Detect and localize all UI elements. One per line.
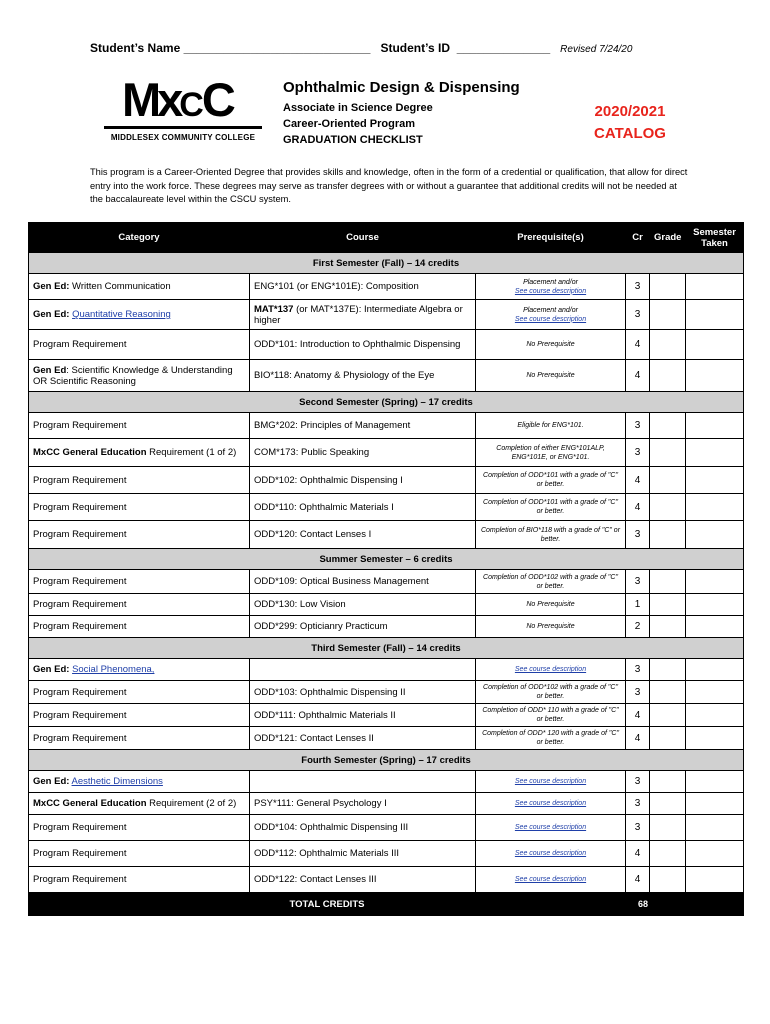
- program-type: Career-Oriented Program: [283, 118, 416, 130]
- graduation-checklist-table: [28, 222, 744, 916]
- credits-cell: 3: [626, 274, 650, 300]
- total-credits-label: TOTAL CREDITS: [29, 893, 626, 916]
- category-cell: [29, 570, 250, 594]
- course-cell: [250, 594, 476, 616]
- category-bold: MxCC General Education: [33, 447, 147, 458]
- course-row: [29, 659, 744, 681]
- semester-taken-cell[interactable]: [686, 727, 744, 750]
- course-row: [29, 793, 744, 815]
- semester-taken-cell[interactable]: [686, 659, 744, 681]
- prereq-cell: [476, 413, 626, 439]
- prereq-text: Completion of ODD* 110 with a grade of "C" or better.: [482, 707, 619, 723]
- mxcc-logo: [104, 73, 262, 146]
- semester-taken-cell[interactable]: [686, 867, 744, 893]
- semester-heading-row: [29, 638, 744, 659]
- credits-cell: 3: [626, 413, 650, 439]
- col-category: Category: [29, 223, 250, 253]
- catalog-year: 2020/2021: [594, 103, 666, 120]
- category-cell: [29, 841, 250, 867]
- course-description-link[interactable]: See course description: [514, 778, 587, 785]
- course-row: [29, 841, 744, 867]
- course-text: ODD*122: Contact Lenses III: [254, 874, 377, 885]
- grade-cell[interactable]: [650, 570, 686, 594]
- category-link[interactable]: Quantitative Reasoning: [72, 309, 171, 320]
- logo-mark-main: Mx: [122, 73, 180, 126]
- course-cell: [250, 681, 476, 704]
- grade-cell[interactable]: [650, 274, 686, 300]
- credits-cell: 4: [626, 467, 650, 494]
- logo-mark-sub: C: [179, 86, 202, 124]
- course-cell: [250, 616, 476, 638]
- semester-taken-cell[interactable]: [686, 841, 744, 867]
- course-cell: [250, 771, 476, 793]
- semester-title: Third Semester (Fall) – 14 credits: [29, 638, 744, 659]
- course-row: [29, 570, 744, 594]
- course-row: [29, 330, 744, 360]
- course-row: [29, 594, 744, 616]
- course-text: BMG*202: Principles of Management: [254, 420, 411, 431]
- prereq-text: Completion of ODD*102 with a grade of "C" or better.: [483, 684, 618, 700]
- course-cell: [250, 727, 476, 750]
- grade-cell[interactable]: [650, 841, 686, 867]
- col-course: Course: [250, 223, 476, 253]
- semester-title: Fourth Semester (Spring) – 17 credits: [29, 750, 744, 771]
- prereq-cell: [476, 793, 626, 815]
- course-row: [29, 681, 744, 704]
- checklist-label: GRADUATION CHECKLIST: [283, 134, 423, 146]
- course-bold: MAT*137: [254, 303, 297, 315]
- prereq-cell: [476, 841, 626, 867]
- course-cell: [250, 274, 476, 300]
- category-text: Program Requirement: [33, 529, 127, 540]
- course-cell: [250, 439, 476, 467]
- semester-taken-cell[interactable]: [686, 467, 744, 494]
- category-bold: Gen Ed:: [33, 664, 70, 675]
- credits-cell: 4: [626, 330, 650, 360]
- logo-mark: [122, 73, 232, 126]
- course-description-link[interactable]: See course description: [514, 287, 587, 295]
- revised-date: Revised 7/24/20: [560, 44, 633, 55]
- semester-taken-cell[interactable]: [686, 681, 744, 704]
- category-cell: [29, 659, 250, 681]
- semester-taken-cell[interactable]: [686, 521, 744, 549]
- category-cell: [29, 704, 250, 727]
- col-prereq: Prerequisite(s): [476, 223, 626, 253]
- prereq-cell: [476, 494, 626, 521]
- category-text: : Scientific Knowledge & Understanding OR Scientific Reasoning: [33, 364, 233, 387]
- grade-cell[interactable]: [650, 867, 686, 893]
- category-text: Program Requirement: [33, 709, 127, 721]
- credits-cell: 4: [626, 704, 650, 727]
- grade-cell[interactable]: [650, 594, 686, 616]
- category-text: Program Requirement: [33, 576, 127, 587]
- category-text: Program Requirement: [33, 621, 127, 632]
- prereq-cell: [476, 815, 626, 841]
- semester-heading-row: [29, 392, 744, 413]
- course-row: [29, 439, 744, 467]
- prereq-cell: [476, 704, 626, 727]
- semester-taken-cell[interactable]: [686, 274, 744, 300]
- grade-cell[interactable]: [650, 815, 686, 841]
- course-text: BIO*118: Anatomy & Physiology of the Eye: [254, 370, 435, 381]
- prereq-cell: [476, 360, 626, 392]
- course-row: [29, 616, 744, 638]
- course-cell: [250, 360, 476, 392]
- prereq-cell: [476, 616, 626, 638]
- course-cell: [250, 841, 476, 867]
- course-text: ENG*101 (or ENG*101E): Composition: [254, 281, 419, 292]
- prereq-cell: [476, 439, 626, 467]
- prereq-cell: [476, 727, 626, 750]
- student-id-field[interactable]: Student’s ID ______________: [380, 41, 551, 55]
- category-cell: [29, 330, 250, 360]
- credits-cell: 4: [626, 867, 650, 893]
- grade-cell[interactable]: [650, 330, 686, 360]
- credits-cell: 4: [626, 841, 650, 867]
- prereq-text: No Prerequisite: [526, 601, 575, 608]
- course-cell: [250, 300, 476, 330]
- category-cell: [29, 413, 250, 439]
- program-description: This program is a Career-Oriented Degree that provides skills and knowledge, often in the form of a credential or qualification, that allow for direct entry into the work force. These degrees may serve as transfer degrees with or without a guarantee that additional credits will not be needed at the baccalaureate level within the CSCU system.: [90, 167, 688, 204]
- prereq-text: No Prerequisite: [526, 341, 575, 348]
- course-cell: [250, 570, 476, 594]
- category-cell: [29, 467, 250, 494]
- grade-cell[interactable]: [650, 704, 686, 727]
- category-text: Program Requirement: [33, 822, 127, 833]
- total-credits-row: [29, 893, 744, 916]
- course-text: ODD*130: Low Vision: [254, 599, 346, 610]
- grade-cell[interactable]: [650, 494, 686, 521]
- grade-cell[interactable]: [650, 521, 686, 549]
- course-text: ODD*120: Contact Lenses I: [254, 529, 372, 540]
- program-subtitle: [283, 100, 433, 148]
- prereq-cell: [476, 771, 626, 793]
- course-cell: [250, 815, 476, 841]
- course-row: [29, 727, 744, 750]
- course-cell: [250, 867, 476, 893]
- course-text: ODD*102: Ophthalmic Dispensing I: [254, 474, 403, 486]
- prereq-text: Completion of ODD*102 with a grade of "C" or better.: [483, 573, 618, 590]
- course-row: [29, 467, 744, 494]
- category-bold: Gen Ed: [33, 364, 67, 376]
- semester-title: Summer Semester – 6 credits: [29, 549, 744, 570]
- grade-cell[interactable]: [650, 793, 686, 815]
- grade-cell[interactable]: [650, 439, 686, 467]
- course-cell: [250, 494, 476, 521]
- category-cell: [29, 494, 250, 521]
- semester-taken-cell[interactable]: [686, 413, 744, 439]
- credits-cell: 3: [626, 300, 650, 330]
- prereq-cell: [476, 467, 626, 494]
- semester-heading-row: [29, 253, 744, 274]
- course-cell: [250, 467, 476, 494]
- col-semester-taken: Semester Taken: [686, 223, 744, 253]
- semester-taken-cell[interactable]: [686, 360, 744, 392]
- semester-taken-cell[interactable]: [686, 330, 744, 360]
- grade-cell[interactable]: [650, 360, 686, 392]
- course-row: [29, 771, 744, 793]
- prereq-text: Completion of ODD*101 with a grade of "C" or better.: [483, 499, 618, 515]
- logo-rule: [104, 126, 262, 129]
- prereq-cell: [476, 659, 626, 681]
- prereq-text: Completion of ODD*101 with a grade of "C" or better.: [483, 472, 618, 488]
- semester-taken-cell[interactable]: [686, 570, 744, 594]
- course-text: COM*173: Public Speaking: [254, 447, 370, 458]
- course-row: [29, 274, 744, 300]
- prereq-text: Placement and/or: [523, 278, 578, 286]
- credits-cell: 2: [626, 616, 650, 638]
- semester-heading-row: [29, 549, 744, 570]
- prereq-cell: [476, 570, 626, 594]
- course-row: [29, 494, 744, 521]
- grade-cell[interactable]: [650, 413, 686, 439]
- prereq-cell: [476, 681, 626, 704]
- category-cell: [29, 867, 250, 893]
- category-text: Program Requirement: [33, 686, 127, 698]
- category-bold: Gen Ed:: [33, 776, 70, 787]
- course-text: ODD*104: Ophthalmic Dispensing III: [254, 822, 409, 833]
- category-text: Written Communication: [69, 281, 171, 292]
- course-row: [29, 521, 744, 549]
- prereq-cell: [476, 521, 626, 549]
- checklist-body: [29, 253, 744, 893]
- course-row: [29, 413, 744, 439]
- prereq-cell: [476, 274, 626, 300]
- course-cell: [250, 793, 476, 815]
- prereq-text: Eligible for ENG*101.: [517, 422, 584, 429]
- credits-cell: 3: [626, 815, 650, 841]
- course-text: PSY*111: General Psychology I: [254, 798, 387, 809]
- prereq-text: Completion of either ENG*101ALP, ENG*101E, or ENG*101.: [496, 444, 605, 461]
- category-cell: [29, 681, 250, 704]
- course-text: ODD*299: Opticianry Practicum: [254, 621, 388, 632]
- course-text: ODD*110: Ophthalmic Materials I: [254, 501, 394, 513]
- course-cell: [250, 521, 476, 549]
- category-link[interactable]: Social Phenomena,: [72, 664, 155, 675]
- category-cell: [29, 771, 250, 793]
- semester-taken-cell[interactable]: [686, 616, 744, 638]
- course-description-link[interactable]: See course description: [514, 876, 587, 883]
- category-text: Program Requirement: [33, 848, 127, 859]
- course-text: ODD*109: Optical Business Management: [254, 576, 429, 587]
- course-description-link[interactable]: See course description: [514, 666, 587, 673]
- credits-cell: 3: [626, 771, 650, 793]
- semester-heading-row: [29, 750, 744, 771]
- grade-cell[interactable]: [650, 467, 686, 494]
- prereq-text: Placement and/or: [523, 306, 578, 314]
- college-name: MIDDLESEX COMMUNITY COLLEGE: [110, 133, 256, 142]
- course-row: [29, 360, 744, 392]
- semester-taken-cell[interactable]: [686, 594, 744, 616]
- course-description-link[interactable]: See course description: [514, 315, 587, 323]
- course-cell: [250, 330, 476, 360]
- semester-taken-cell[interactable]: [686, 439, 744, 467]
- semester-taken-cell[interactable]: [686, 494, 744, 521]
- category-text: Program Requirement: [33, 874, 127, 885]
- student-info-line: [90, 41, 632, 55]
- course-text: (or MAT*137E): Intermediate Algebra or higher: [254, 303, 463, 326]
- course-row: [29, 704, 744, 727]
- course-row: [29, 300, 744, 330]
- category-cell: [29, 521, 250, 549]
- semester-taken-cell[interactable]: [686, 300, 744, 330]
- semester-taken-cell[interactable]: [686, 771, 744, 793]
- category-cell: [29, 594, 250, 616]
- course-cell: [250, 659, 476, 681]
- grade-cell[interactable]: [650, 659, 686, 681]
- degree-type: Associate in Science Degree: [283, 102, 433, 114]
- grade-cell[interactable]: [650, 771, 686, 793]
- category-cell: [29, 300, 250, 330]
- logo-mark-end: C: [201, 73, 232, 126]
- semester-taken-cell[interactable]: [686, 793, 744, 815]
- course-text: ODD*121: Contact Lenses II: [254, 732, 374, 744]
- category-bold: Gen Ed:: [33, 281, 70, 292]
- prereq-text: Completion of ODD* 120 with a grade of "C" or better.: [482, 730, 619, 746]
- course-row: [29, 815, 744, 841]
- category-text: Program Requirement: [33, 474, 127, 486]
- category-bold: Gen Ed:: [33, 309, 70, 320]
- grade-cell[interactable]: [650, 681, 686, 704]
- prereq-text: No Prerequisite: [526, 623, 575, 630]
- grade-cell[interactable]: [650, 300, 686, 330]
- course-description-link[interactable]: See course description: [514, 850, 587, 857]
- prereq-cell: [476, 330, 626, 360]
- semester-taken-cell[interactable]: [686, 704, 744, 727]
- course-row: [29, 867, 744, 893]
- course-cell: [250, 704, 476, 727]
- course-text: ODD*103: Ophthalmic Dispensing II: [254, 686, 406, 698]
- credits-cell: 3: [626, 570, 650, 594]
- credits-cell: 3: [626, 439, 650, 467]
- catalog-year-badge: [570, 101, 690, 145]
- course-cell: [250, 413, 476, 439]
- course-text: ODD*101: Introduction to Ophthalmic Dispensing: [254, 339, 461, 350]
- credits-cell: 3: [626, 659, 650, 681]
- category-text: Program Requirement: [33, 732, 127, 744]
- category-text: Program Requirement: [33, 599, 127, 610]
- grade-cell[interactable]: [650, 727, 686, 750]
- credits-cell: 3: [626, 521, 650, 549]
- category-cell: [29, 727, 250, 750]
- category-cell: [29, 815, 250, 841]
- prereq-cell: [476, 594, 626, 616]
- credits-cell: 3: [626, 681, 650, 704]
- category-cell: [29, 360, 250, 392]
- grade-cell[interactable]: [650, 616, 686, 638]
- col-credits: Cr: [626, 223, 650, 253]
- category-bold: MxCC General Education: [33, 798, 147, 809]
- prereq-cell: [476, 300, 626, 330]
- category-text: Program Requirement: [33, 420, 127, 431]
- col-grade: Grade: [650, 223, 686, 253]
- course-description-link[interactable]: See course description: [514, 824, 587, 831]
- table-header-row: [29, 223, 744, 253]
- course-text: ODD*111: Ophthalmic Materials II: [254, 709, 396, 721]
- semester-taken-cell[interactable]: [686, 815, 744, 841]
- category-cell: [29, 793, 250, 815]
- catalog-label: CATALOG: [594, 125, 666, 142]
- course-text: ODD*112: Ophthalmic Materials III: [254, 848, 400, 859]
- credits-cell: 4: [626, 727, 650, 750]
- semester-title: First Semester (Fall) – 14 credits: [29, 253, 744, 274]
- credits-cell: 4: [626, 494, 650, 521]
- category-link[interactable]: Aesthetic Dimensions: [71, 776, 163, 787]
- course-description-link[interactable]: See course description: [514, 800, 587, 807]
- total-credits-value: 68: [626, 893, 744, 916]
- category-text: Program Requirement: [33, 501, 127, 513]
- prereq-cell: [476, 867, 626, 893]
- prereq-text: Completion of BIO*118 with a grade of "C" or better.: [480, 526, 621, 543]
- credits-cell: 3: [626, 793, 650, 815]
- program-title: Ophthalmic Design & Dispensing: [283, 79, 520, 96]
- credits-cell: 1: [626, 594, 650, 616]
- category-text: Requirement (2 of 2): [146, 798, 237, 809]
- student-name-field[interactable]: Student’s Name ____________________________: [90, 41, 371, 55]
- prereq-text: No Prerequisite: [526, 372, 575, 379]
- category-cell: [29, 274, 250, 300]
- category-text: Requirement (1 of 2): [146, 447, 237, 458]
- category-text: Program Requirement: [33, 339, 127, 350]
- category-cell: [29, 439, 250, 467]
- category-cell: [29, 616, 250, 638]
- semester-title: Second Semester (Spring) – 17 credits: [29, 392, 744, 413]
- credits-cell: 4: [626, 360, 650, 392]
